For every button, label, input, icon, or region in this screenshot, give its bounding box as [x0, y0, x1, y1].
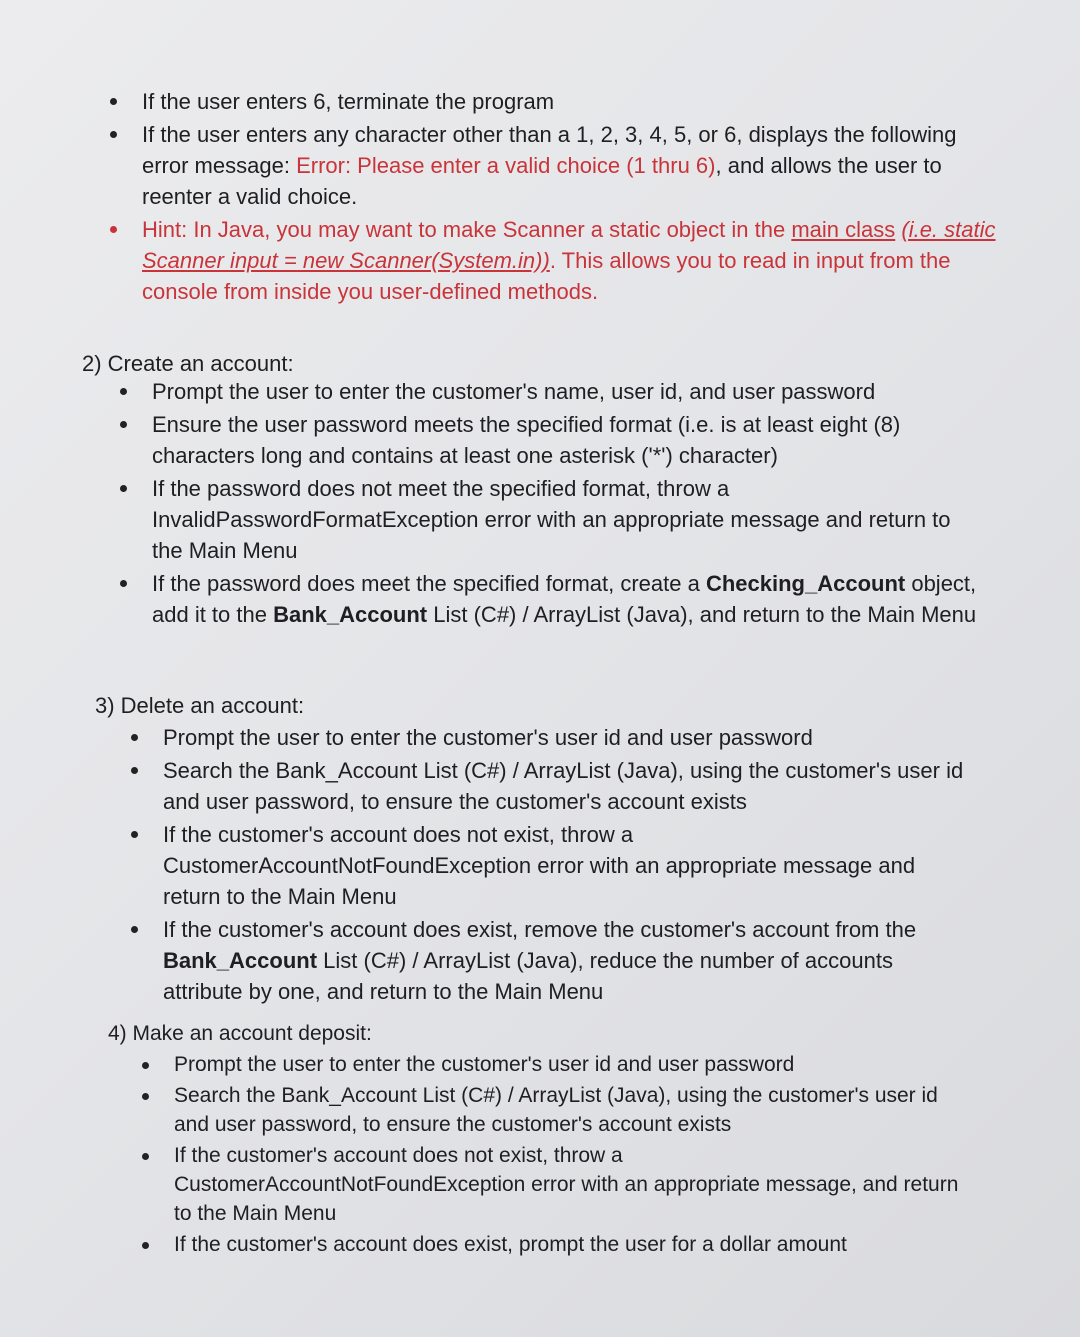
list-item	[163, 755, 978, 817]
bullet-icon	[120, 421, 127, 428]
list-item-text: object, add it to the	[152, 571, 977, 627]
list-item-text: Prompt the user to enter the customer's user id and user password	[163, 725, 813, 750]
class-name-text: Bank_Account	[163, 948, 318, 973]
bullet-icon	[120, 485, 127, 492]
bullet-icon	[142, 1153, 149, 1160]
section-heading-create-account: 2) Create an account:	[82, 351, 294, 376]
menu-rules-list	[142, 86, 1002, 309]
bullet-icon	[110, 131, 117, 138]
list-item-text: If the user enters 6, terminate the program	[142, 89, 555, 114]
list-item	[152, 568, 982, 630]
list-item-text: Ensure the user password meets the specified format (i.e. is at least eight (8) characters long and contains at least one asterisk ('*') character)	[152, 412, 901, 468]
list-item-text: If the customer's account does exist, prompt the user for a dollar amount	[174, 1233, 847, 1256]
list-item	[174, 1081, 974, 1139]
list-item-text: Search the Bank_Account List (C#) / ArrayList (Java), using the customer's user id and user password, to ensure the customer's account exists	[174, 1084, 938, 1136]
section-heading-account-deposit: 4) Make an account deposit:	[108, 1022, 372, 1045]
hint-text: Hint: In Java, you may want to make Scanner a static object in the	[142, 217, 792, 242]
list-item	[152, 376, 982, 407]
delete-account-list	[163, 722, 978, 1009]
list-item-text: If the customer's account does exist, remove the customer's account from the	[163, 917, 917, 942]
list-item	[163, 819, 978, 912]
section-heading-delete-account: 3) Delete an account:	[95, 693, 305, 718]
bullet-icon	[110, 98, 117, 105]
list-item-text: If the password does meet the specified format, create a	[152, 571, 706, 596]
list-item	[174, 1141, 974, 1228]
list-item	[174, 1050, 974, 1079]
list-item-text: List (C#) / ArrayList (Java), reduce the number of accounts attribute by one, and return to the Main Menu	[163, 948, 893, 1004]
list-item-text: Search the Bank_Account List (C#) / ArrayList (Java), using the customer's user id and user password, to ensure the customer's account exists	[163, 758, 964, 814]
bullet-icon	[131, 831, 138, 838]
list-item-text: List (C#) / ArrayList (Java), and return to the Main Menu	[427, 602, 977, 627]
list-item-text: If the user enters any character other than a 1, 2, 3, 4, 5, or 6, displays the following error message:	[142, 122, 957, 178]
bullet-icon	[110, 226, 117, 233]
list-item	[174, 1230, 974, 1259]
list-item-text: , and allows the user to reenter a valid choice.	[142, 153, 942, 209]
list-item	[163, 722, 978, 753]
bullet-icon	[142, 1093, 149, 1100]
bullet-icon	[131, 734, 138, 741]
list-item-text: If the customer's account does not exist, throw a CustomerAccountNotFoundException error with an appropriate message and return to the Main Menu	[163, 822, 916, 909]
list-item-text: If the password does not meet the specified format, throw a InvalidPasswordFormatException error with an appropriate message and return to the Main Menu	[152, 476, 951, 563]
error-message-text: Error: Please enter a valid choice (1 thru 6)	[296, 153, 716, 178]
create-account-list	[152, 376, 982, 632]
list-item	[163, 914, 978, 1007]
hint-text: . This allows you to read in input from the console from inside you user-defined methods.	[142, 248, 951, 304]
bullet-icon	[142, 1062, 149, 1069]
list-item	[152, 409, 982, 471]
class-name-text: Bank_Account	[273, 602, 428, 627]
hint-code-text: (i.e. static Scanner input = new Scanner(System.in))	[142, 217, 996, 273]
list-item-text: If the customer's account does not exist, throw a CustomerAccountNotFoundException error with an appropriate message, and return to the Main Menu	[174, 1144, 959, 1225]
class-name-text: Checking_Account	[705, 571, 906, 596]
list-item	[142, 119, 1002, 212]
list-item	[152, 473, 982, 566]
list-item-text: Prompt the user to enter the customer's user id and user password	[174, 1053, 795, 1076]
bullet-icon	[120, 580, 127, 587]
bullet-icon	[131, 767, 138, 774]
bullet-icon	[142, 1242, 149, 1249]
account-deposit-list	[174, 1050, 974, 1261]
bullet-icon	[131, 926, 138, 933]
hint-underlined-text: main class	[791, 217, 896, 242]
hint-item	[142, 214, 1002, 307]
list-item-text: Prompt the user to enter the customer's name, user id, and user password	[152, 379, 876, 404]
bullet-icon	[120, 388, 127, 395]
list-item	[142, 86, 1002, 117]
